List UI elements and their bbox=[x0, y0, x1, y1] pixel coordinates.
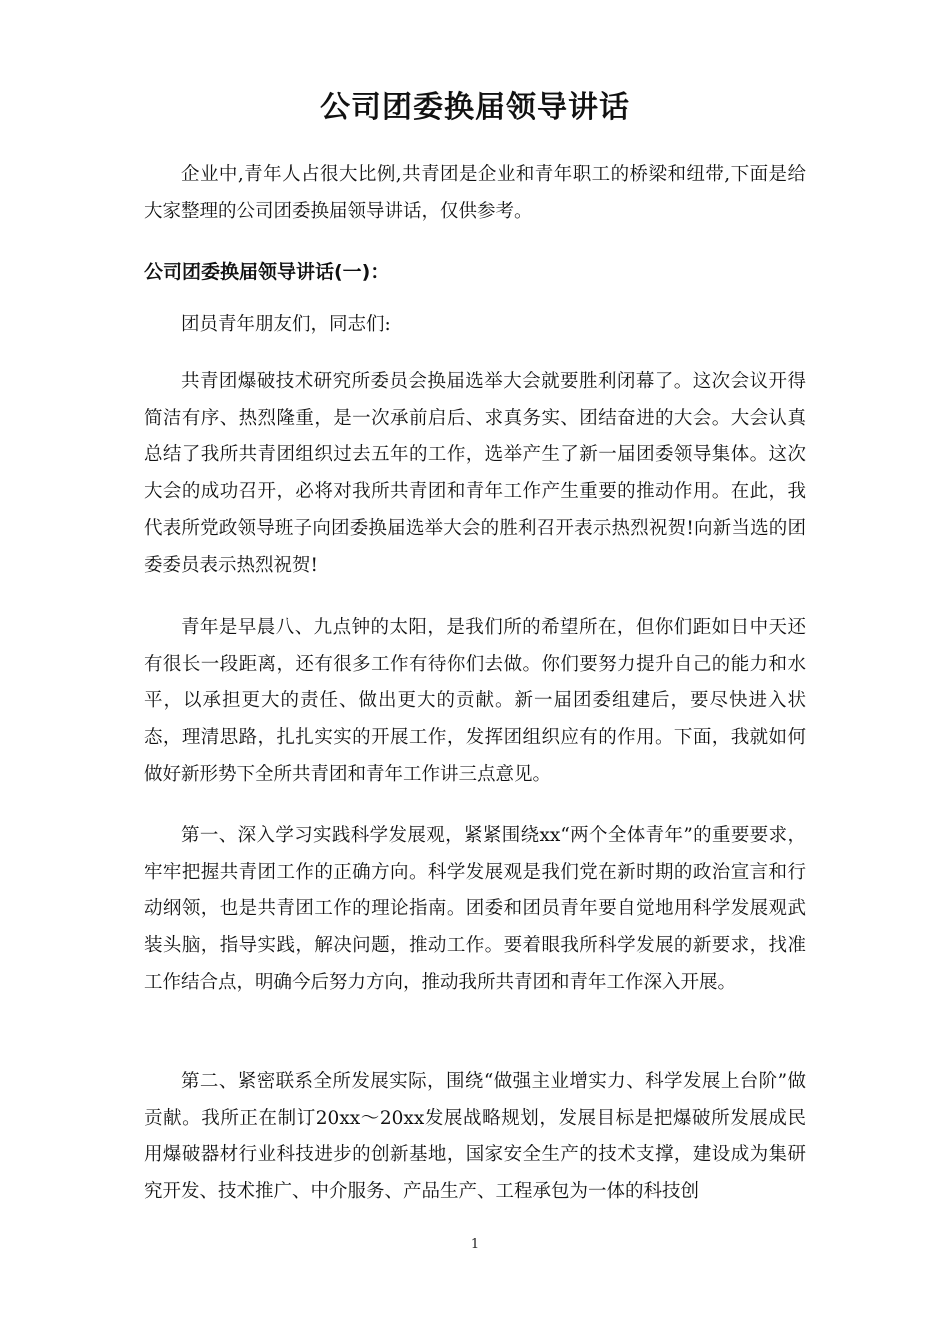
body-paragraph-2: 青年是早晨八、九点钟的太阳，是我们所的希望所在，但你们距如日中天还有很长一段距离，还有很多工作有待你们去做。你们要努力提升自己的能力和水平，以承担更大的责任、做出更大的贡献。新一届团委组建后，要尽快进入状态，理清思路，扎扎实实的开展工作，发挥团组织应有的作用。下面，我就如何做好新形势下全所共青团和青年工作讲三点意见。 bbox=[144, 617, 806, 785]
salutation-paragraph: 团员青年朋友们，同志们: bbox=[181, 314, 391, 335]
section-heading: 公司团委换届领导讲话(一)： bbox=[144, 261, 390, 283]
page-number: 1 bbox=[470, 1237, 480, 1252]
intro-paragraph: 企业中,青年人占很大比例,共青团是企业和青年职工的桥梁和纽带,下面是给大家整理的公司团委换届领导讲话，仅供参考。 bbox=[144, 164, 806, 222]
body-paragraph-1: 共青团爆破技术研究所委员会换届选举大会就要胜利闭幕了。这次会议开得简洁有序、热烈隆重，是一次承前启后、求真务实、团结奋进的大会。大会认真总结了我所共青团组织过去五年的工作，选举产生了新一届团委领导集体。这次大会的成功召开，必将对我所共青团和青年工作产生重要的推动作用。在此，我代表所党政领导班子向团委换届选举大会的胜利召开表示热烈祝贺!向新当选的团委委员表示热烈祝贺! bbox=[144, 371, 806, 576]
body-paragraph-4: 第二、紧密联系全所发展实际，围绕“做强主业增实力、科学发展上台阶”做贡献。我所正在制订20xx～20xx发展战略规划，发展目标是把爆破所发展成民用爆破器材行业科技进步的创新基地，国家安全生产的技术支撑，建设成为集研究开发、技术推广、中介服务、产品生产、工程承包为一体的科技创 bbox=[144, 1071, 806, 1203]
body-paragraph-3: 第一、深入学习实践科学发展观，紧紧围绕xx“两个全体青年”的重要要求，牢牢把握共青团工作的正确方向。科学发展观是我们党在新时期的政治宣言和行动纲领，也是共青团工作的理论指南。团委和团员青年要自觉地用科学发展观武装头脑，指导实践，解决问题，推动工作。要着眼我所科学发展的新要求，找准工作结合点，明确今后努力方向，推动我所共青团和青年工作深入开展。 bbox=[144, 825, 806, 993]
document-title: 公司团委换届领导讲话 bbox=[320, 90, 630, 125]
